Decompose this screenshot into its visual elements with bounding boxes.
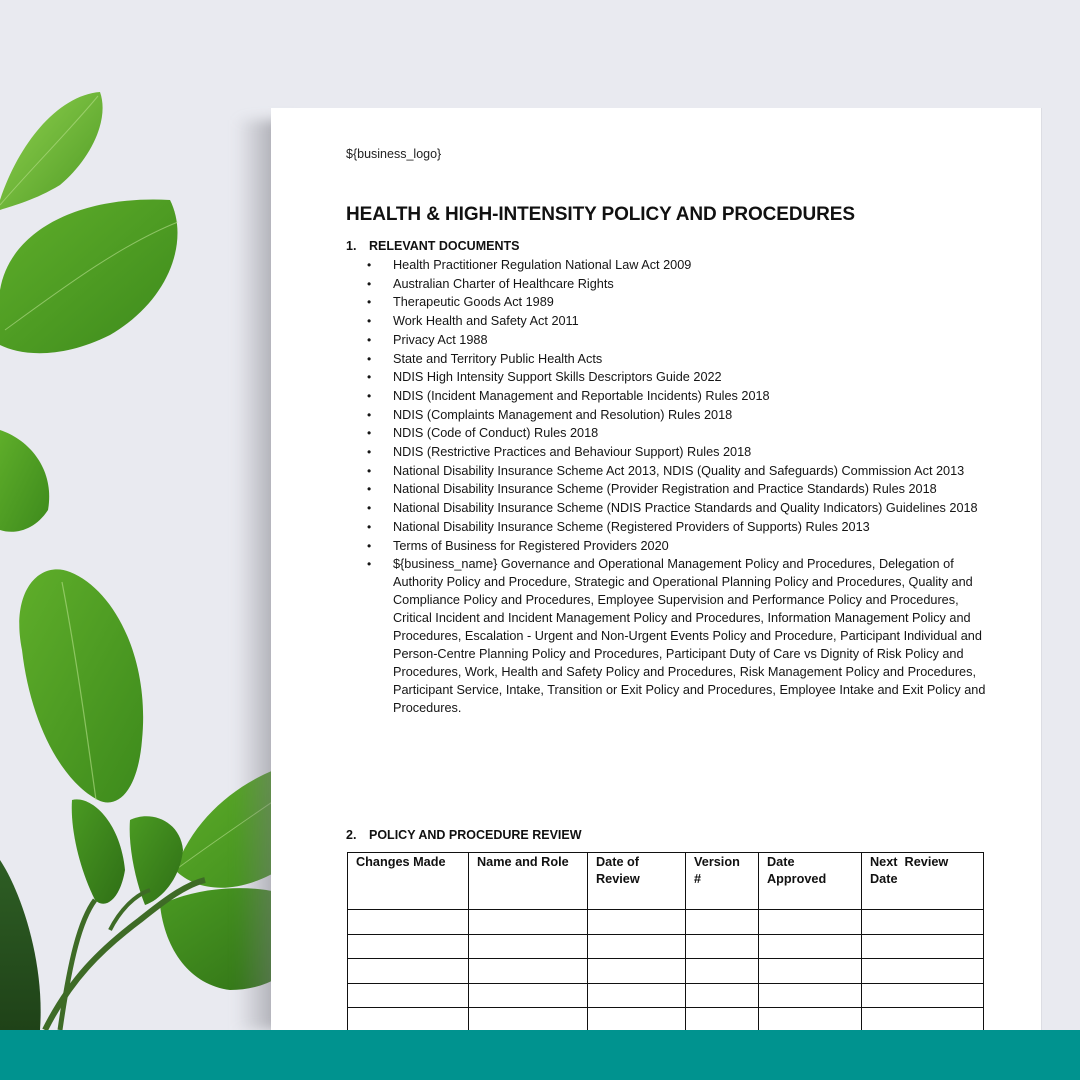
list-item: • NDIS High Intensity Support Skills Descriptors Guide 2022 — [367, 369, 997, 387]
table-cell[interactable] — [862, 910, 984, 935]
table-row — [348, 1008, 984, 1033]
table-cell[interactable] — [759, 910, 862, 935]
column-header-version: Version # — [686, 853, 759, 910]
section-title: POLICY AND PROCEDURE REVIEW — [369, 828, 582, 842]
table-cell[interactable] — [348, 1008, 469, 1033]
table-cell[interactable] — [348, 983, 469, 1008]
bullet-icon: • — [367, 538, 372, 553]
table-header-row — [348, 853, 984, 910]
section-number: 2. — [346, 828, 357, 842]
table-cell[interactable] — [588, 983, 686, 1008]
table-cell[interactable] — [588, 910, 686, 935]
table-cell[interactable] — [588, 1008, 686, 1033]
document-title: HEALTH & HIGH-INTENSITY POLICY AND PROCEDURES — [346, 204, 855, 225]
list-item: • National Disability Insurance Scheme (NDIS Practice Standards and Quality Indicators) Guidelines 2018 — [367, 500, 997, 518]
bullet-icon: • — [367, 332, 372, 347]
bullet-icon: • — [367, 426, 372, 441]
table-cell[interactable] — [686, 1008, 759, 1033]
table-cell[interactable] — [469, 1008, 588, 1033]
list-item: • ${business_name} Governance and Operational Management Policy and Procedures, Delegation of Authority Policy and Procedure, Strategic and Operational Planning Policy and Procedures, Quality and Compliance Policy and Procedures, Employee Supervision and Performance Policy and Procedures, Critical Incident and Incident Management Policy and Procedures, Information Management Policy and Procedures, Escalation - Urgent and Non-Urgent Events Policy and Procedure, Participant Individual and Person-Centre Planning Policy and Procedures, Participant Duty of Care vs Dignity of Risk Policy and Procedures, Work, Health and Safety Policy and Procedures, Risk Management Policy and Procedures, Participant Service, Intake, Transition or Exit Policy and Procedures, Employee Intake and Exit Policy and Procedures. — [367, 557, 986, 715]
table-cell[interactable] — [469, 910, 588, 935]
document-page — [271, 108, 1042, 1038]
list-item: • NDIS (Complaints Management and Resolution) Rules 2018 — [367, 407, 997, 425]
footer-teal-bar — [0, 1030, 1080, 1080]
bullet-icon: • — [367, 445, 372, 460]
table-cell[interactable] — [348, 959, 469, 984]
bullet-icon: • — [367, 388, 372, 403]
section-heading-policy-review — [346, 828, 582, 842]
bullet-icon: • — [367, 276, 372, 291]
bullet-icon: • — [367, 501, 372, 516]
table-cell[interactable] — [588, 959, 686, 984]
table-cell[interactable] — [469, 934, 588, 959]
column-header-name-and-role: Name and Role — [469, 853, 588, 910]
table-cell[interactable] — [759, 1008, 862, 1033]
relevant-documents-list — [367, 257, 997, 718]
column-header-date-approved: Date Approved — [759, 853, 862, 910]
table-row — [348, 959, 984, 984]
table-cell[interactable] — [686, 959, 759, 984]
table-cell[interactable] — [759, 934, 862, 959]
list-item: • NDIS (Incident Management and Reportable Incidents) Rules 2018 — [367, 388, 997, 406]
table-cell[interactable] — [862, 959, 984, 984]
table-cell[interactable] — [862, 983, 984, 1008]
list-item: • Health Practitioner Regulation National Law Act 2009 — [367, 257, 997, 275]
list-item: • Therapeutic Goods Act 1989 — [367, 294, 997, 312]
table-cell[interactable] — [862, 1008, 984, 1033]
bullet-icon: • — [367, 258, 372, 272]
business-logo-placeholder: ${business_logo} — [346, 147, 442, 161]
list-item: • National Disability Insurance Scheme (Provider Registration and Practice Standards) Rules 2018 — [367, 481, 997, 499]
bullet-icon: • — [367, 407, 372, 422]
table-cell[interactable] — [686, 983, 759, 1008]
table-row — [348, 983, 984, 1008]
bullet-icon: • — [367, 314, 372, 329]
table-cell[interactable] — [686, 934, 759, 959]
list-item: • Privacy Act 1988 — [367, 332, 997, 350]
bullet-icon: • — [367, 519, 372, 534]
list-item: • Australian Charter of Healthcare Rights — [367, 276, 997, 294]
table-cell[interactable] — [348, 934, 469, 959]
bullet-icon: • — [367, 351, 372, 366]
list-item: • National Disability Insurance Scheme Act 2013, NDIS (Quality and Safeguards) Commission Act 2013 — [367, 463, 997, 481]
bullet-icon: • — [367, 463, 372, 478]
review-table — [347, 852, 984, 1033]
column-header-date-of-review: Date of Review — [588, 853, 686, 910]
column-header-changes-made: Changes Made — [348, 853, 469, 910]
table-row — [348, 934, 984, 959]
bullet-icon: • — [367, 557, 372, 572]
table-cell[interactable] — [469, 983, 588, 1008]
table-cell[interactable] — [759, 959, 862, 984]
list-item: • National Disability Insurance Scheme (Registered Providers of Supports) Rules 2013 — [367, 519, 997, 537]
bullet-icon: • — [367, 370, 372, 385]
table-cell[interactable] — [759, 983, 862, 1008]
section-number: 1. — [346, 239, 357, 253]
table-cell[interactable] — [588, 934, 686, 959]
list-item: • Terms of Business for Registered Providers 2020 — [367, 538, 997, 556]
list-item: • NDIS (Code of Conduct) Rules 2018 — [367, 425, 997, 443]
table-cell[interactable] — [348, 910, 469, 935]
table-cell[interactable] — [862, 934, 984, 959]
list-item: • NDIS (Restrictive Practices and Behaviour Support) Rules 2018 — [367, 444, 997, 462]
column-header-next-review-date: Next Review Date — [862, 853, 984, 910]
table-cell[interactable] — [469, 959, 588, 984]
table-cell[interactable] — [686, 910, 759, 935]
table-row — [348, 910, 984, 935]
list-item: • State and Territory Public Health Acts — [367, 351, 997, 369]
section-heading-relevant-documents — [346, 239, 519, 253]
list-item: • Work Health and Safety Act 2011 — [367, 313, 997, 331]
bullet-icon: • — [367, 482, 372, 497]
section-title: RELEVANT DOCUMENTS — [369, 239, 520, 253]
bullet-icon: • — [367, 295, 372, 310]
